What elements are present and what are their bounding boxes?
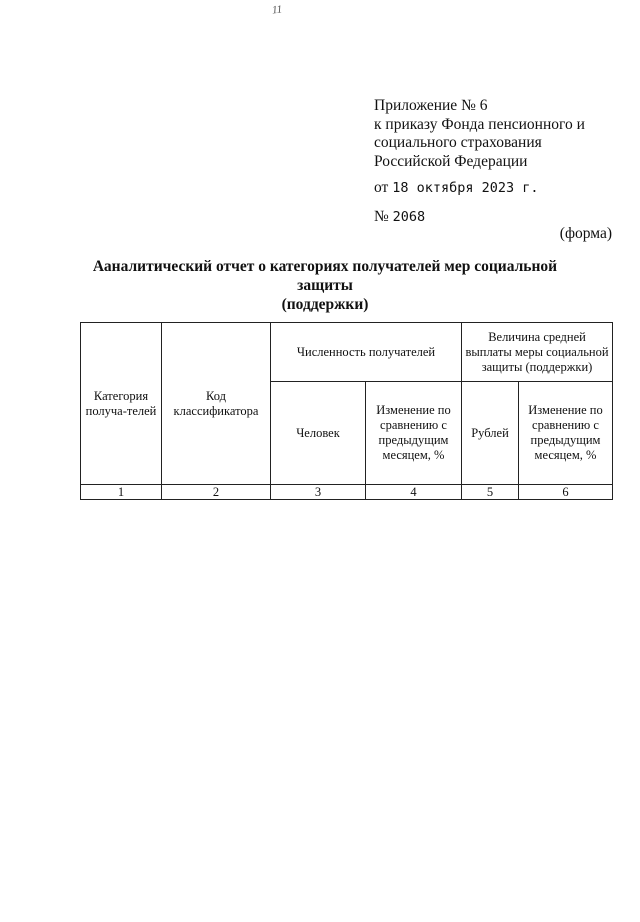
appendix-line: Российской Федерации <box>374 152 528 170</box>
column-number: 6 <box>519 485 613 500</box>
header-change-rubles: Изменение по сравнению с предыдущим месяцем, % <box>519 382 613 485</box>
appendix-block <box>374 97 585 171</box>
order-number-value: 2068 <box>392 209 426 225</box>
order-date <box>374 179 539 197</box>
title-line-1: Ааналитический отчет о категориях получателей мер социальной защиты <box>92 258 558 294</box>
header-classifier-code: Код классификатора <box>162 323 271 485</box>
header-category: Категория получа-телей <box>81 323 162 485</box>
appendix-line: Приложение № 6 <box>374 97 488 114</box>
column-number: 4 <box>366 485 462 500</box>
header-row-1 <box>81 323 613 382</box>
report-table <box>80 322 613 500</box>
order-number <box>374 208 425 226</box>
numbering-row <box>81 485 613 500</box>
header-rubles: Рублей <box>462 382 519 485</box>
header-recipients-count: Численность получателей <box>271 323 462 382</box>
appendix-line: социального страхования <box>374 134 542 151</box>
column-number: 3 <box>271 485 366 500</box>
document-title <box>80 257 570 314</box>
header-people: Человек <box>271 382 366 485</box>
page-mark: 11 <box>271 3 283 17</box>
title-line-2: (поддержки) <box>281 296 369 313</box>
order-number-prefix: № <box>374 208 389 225</box>
form-label: (форма) <box>559 225 612 242</box>
column-number: 2 <box>162 485 271 500</box>
header-average-payment: Величина средней выплаты меры социальной защиты (поддержки) <box>462 323 613 382</box>
header-change-people: Изменение по сравнению с предыдущим месяцем, % <box>366 382 462 485</box>
appendix-line: к приказу Фонда пенсионного и <box>374 115 585 133</box>
order-date-value: 18 октября 2023 г. <box>392 180 539 196</box>
order-date-prefix: от <box>374 179 389 196</box>
column-number: 5 <box>462 485 519 500</box>
column-number: 1 <box>81 485 162 500</box>
